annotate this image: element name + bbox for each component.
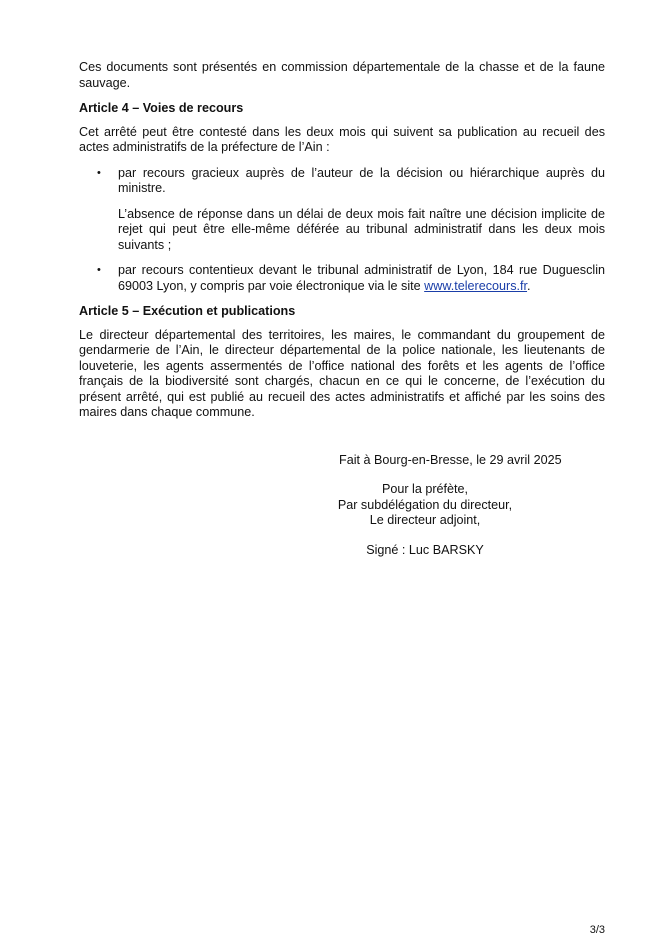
telerecours-link[interactable]: www.telerecours.fr bbox=[424, 278, 528, 293]
bullet-2-text: par recours contentieux devant le tribunal administratif de Lyon, 184 rue Duguesclin 69003 Lyon, y compris par voie électronique via le site bbox=[118, 263, 605, 293]
signature-line-prefect: Pour la préfète, bbox=[381, 482, 469, 496]
signature-line-delegation: Par subdélégation du directeur, bbox=[337, 497, 513, 512]
place-date: Fait à Bourg-en-Bresse, le 29 avril 2025 bbox=[339, 453, 562, 467]
signatory-name: Signé : Luc BARSKY bbox=[366, 542, 484, 557]
bullet-2-paragraph bbox=[118, 263, 605, 294]
article-5-text: Le directeur départemental des territoires, les maires, le commandant du groupement de gendarmerie de l’Ain, le directeur départemental de la police nationale, les lieutenants de louveterie, les agents assermentés de l’office national des forêts et les agents de l’office français de la biodiversité sont chargés, chacun en ce qui le concerne, de l’exécution du présent arrêté, qui est publié au recueil des actes administratifs et affiché par les soins des maires dans chaque commune. bbox=[79, 327, 605, 419]
bullet-icon: • bbox=[97, 264, 101, 276]
signature-block bbox=[300, 482, 550, 558]
intro-paragraph: Ces documents sont présentés en commission départementale de la chasse et de la faune sauvage. bbox=[79, 60, 605, 90]
bullet-icon: • bbox=[97, 166, 101, 179]
page-number: 3/3 bbox=[589, 924, 605, 936]
article-4-intro: Cet arrêté peut être contesté dans les deux mois qui suivent sa publication au recueil des actes administratifs de la préfecture de l’Ain : bbox=[79, 124, 605, 154]
bullet-1-note: L’absence de réponse dans un délai de deux mois fait naître une décision implicite de rejet qui peut être elle-même déférée au tribunal administratif dans les deux mois suivants ; bbox=[118, 206, 605, 252]
document-body bbox=[79, 60, 605, 431]
list-item-contentious-recourse bbox=[79, 263, 605, 294]
recourse-list bbox=[79, 166, 605, 295]
article-5-heading: Article 5 – Exécution et publications bbox=[79, 304, 296, 318]
bullet-1-text: par recours gracieux auprès de l’auteur de la décision ou hiérarchique auprès du ministre. bbox=[118, 165, 605, 195]
list-item-gracious-recourse bbox=[79, 166, 605, 254]
signature-line-deputy: Le directeur adjoint, bbox=[369, 513, 481, 527]
article-4-heading: Article 4 – Voies de recours bbox=[79, 101, 244, 115]
bullet-2-end: . bbox=[527, 278, 531, 293]
